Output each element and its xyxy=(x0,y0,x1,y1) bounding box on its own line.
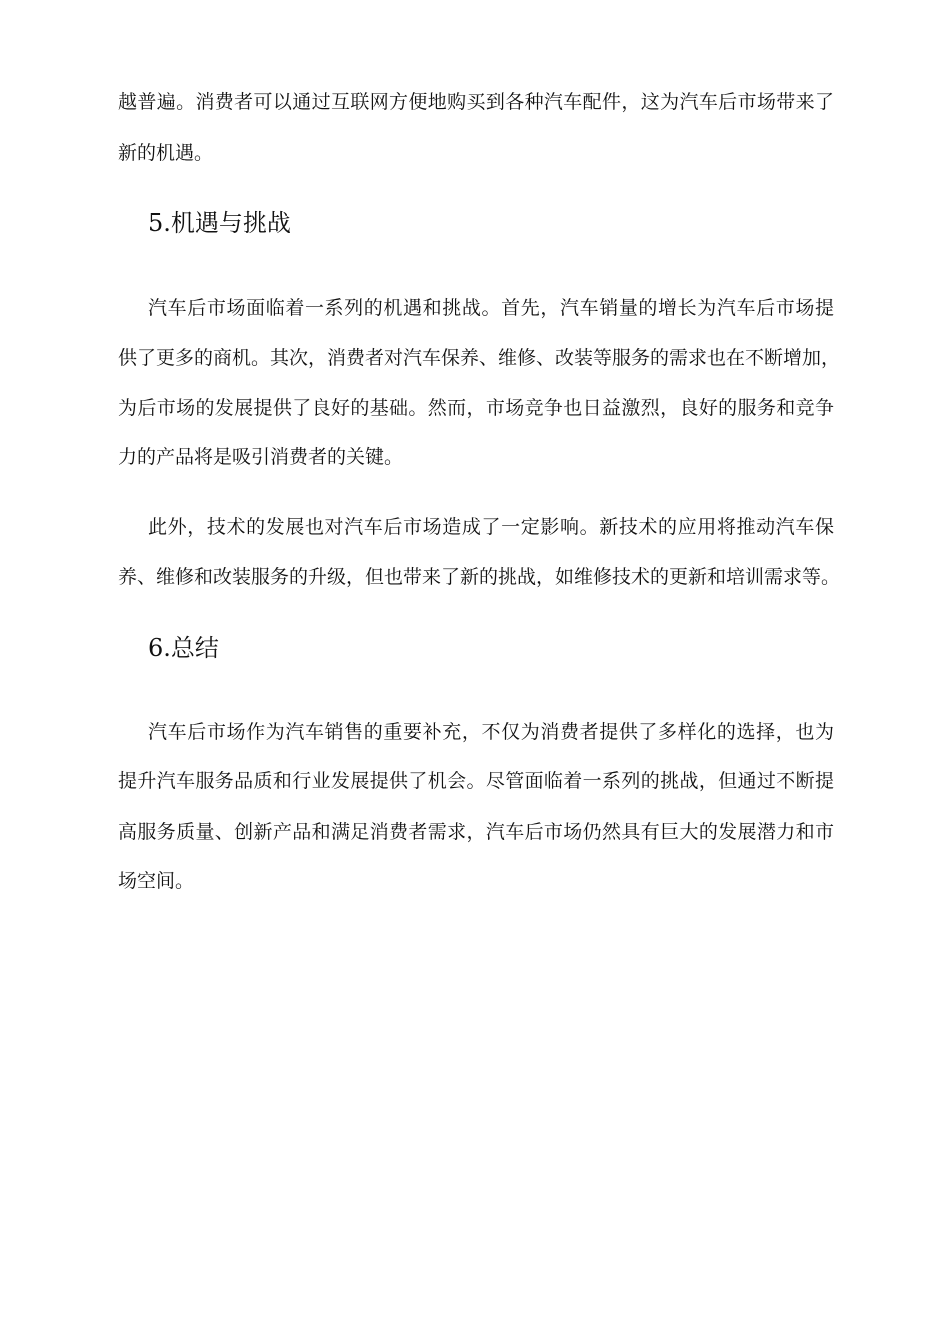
paragraph-line: 提升汽车服务品质和行业发展提供了机会。尽管面临着一系列的挑战，但通过不断提 xyxy=(118,770,834,792)
paragraph-line: 高服务质量、创新产品和满足消费者需求，汽车后市场仍然具有巨大的发展潜力和市 xyxy=(118,821,834,843)
paragraph-line: 此外，技术的发展也对汽车后市场造成了一定影响。新技术的应用将推动汽车保 xyxy=(148,516,834,538)
paragraph-line: 场空间。 xyxy=(118,870,195,892)
paragraph-line: 力的产品将是吸引消费者的关键。 xyxy=(118,446,404,468)
section-heading-6: 6.总结 xyxy=(148,634,219,662)
paragraph-line: 新的机遇。 xyxy=(118,142,214,164)
paragraph-line: 汽车后市场作为汽车销售的重要补充，不仅为消费者提供了多样化的选择，也为 xyxy=(148,721,834,743)
paragraph-line: 为后市场的发展提供了良好的基础。然而，市场竞争也日益激烈，良好的服务和竞争 xyxy=(118,397,834,419)
paragraph-line: 越普遍。消费者可以通过互联网方便地购买到各种汽车配件，这为汽车后市场带来了 xyxy=(118,91,834,113)
paragraph-line: 养、维修和改装服务的升级，但也带来了新的挑战，如维修技术的更新和培训需求等。 xyxy=(118,566,841,588)
paragraph-line: 汽车后市场面临着一系列的机遇和挑战。首先，汽车销量的增长为汽车后市场提 xyxy=(148,297,834,319)
section-heading-5: 5.机遇与挑战 xyxy=(148,209,291,237)
paragraph-line: 供了更多的商机。其次，消费者对汽车保养、维修、改装等服务的需求也在不断增加， xyxy=(118,347,841,369)
